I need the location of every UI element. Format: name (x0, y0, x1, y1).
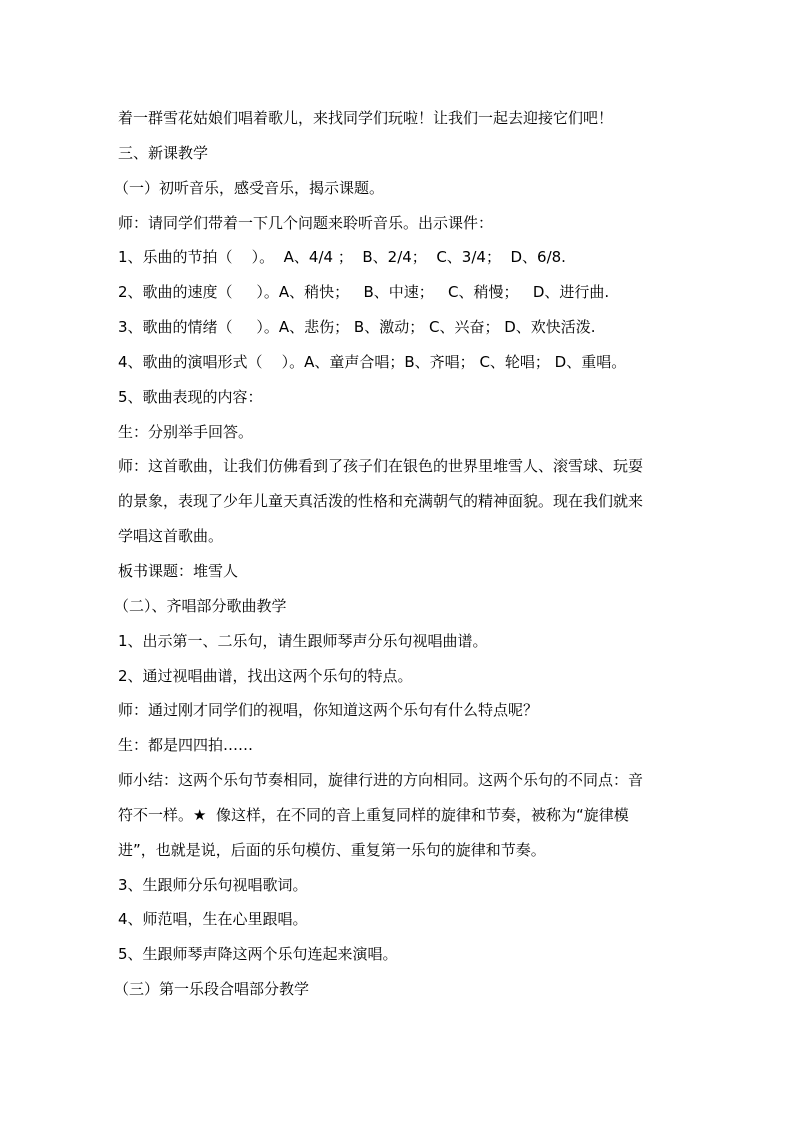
text-line: 进”，也就是说，后面的乐句模仿、重复第一乐句的旋律和节奏。 (118, 840, 546, 859)
text-line: 1、出示第一、二乐句，请生跟师琴声分乐句视唱曲谱。 (118, 631, 488, 650)
text-line: 生：都是四四拍…… (118, 736, 254, 755)
question-line: 2、歌曲的速度（ ）。A、稍快； B、中速； C、稍慢； D、进行曲. (118, 283, 610, 302)
text-line: 的景象，表现了少年儿童天真活泼的性格和充满朝气的精神面貌。现在我们就来 (118, 492, 644, 511)
text-line: 符不一样。★ 像这样，在不同的音上重复同样的旋律和节奏，被称为“旋律模 (118, 805, 629, 824)
question-line: 3、歌曲的情绪（ ）。A、悲伤； B、激动； C、兴奋； D、欢快活泼. (118, 318, 596, 337)
text-line: 师：通过刚才同学们的视唱，你知道这两个乐句有什么特点呢？ (118, 701, 539, 720)
text-line: 生：分别举手回答。 (118, 422, 254, 441)
text-line: 4、师范唱，生在心里跟唱。 (118, 910, 308, 929)
question-line: 5、歌曲表现的内容： (118, 387, 263, 406)
subsection-heading: （一）初听音乐，感受音乐，揭示课题。 (114, 178, 385, 197)
document-body (114, 104, 678, 1010)
text-line: 着一群雪花姑娘们唱着歌儿，来找同学们玩啦！让我们一起去迎接它们吧！ (118, 109, 614, 127)
text-line: 5、生跟师琴声降这两个乐句连起来演唱。 (118, 945, 398, 964)
subsection-heading: （二）、齐唱部分歌曲教学 (114, 596, 287, 615)
text-line: 板书课题：堆雪人 (118, 561, 239, 580)
subsection-heading: （三）第一乐段合唱部分教学 (114, 980, 310, 999)
text-line: 师小结：这两个乐句节奏相同，旋律行进的方向相同。这两个乐句的不同点：音 (118, 771, 644, 790)
question-line: 4、歌曲的演唱形式（ ）。A、童声合唱；B、齐唱； C、轮唱； D、重唱。 (118, 352, 627, 371)
text-line: 师：这首歌曲，让我们仿佛看到了孩子们在银色的世界里堆雪人、滚雪球、玩耍 (118, 457, 644, 476)
text-line: 学唱这首歌曲。 (118, 527, 224, 546)
text-line: 3、生跟师分乐句视唱歌词。 (118, 875, 308, 894)
question-line: 1、乐曲的节拍（ ）。 A、4/4 ； B、2/4； C、3/4； D、6/8. (118, 248, 566, 267)
text-line: 师：请同学们带着一下几个问题来聆听音乐。出示课件： (118, 213, 494, 232)
section-heading: 三、新课教学 (118, 143, 209, 162)
text-line: 2、通过视唱曲谱，找出这两个乐句的特点。 (118, 666, 413, 685)
